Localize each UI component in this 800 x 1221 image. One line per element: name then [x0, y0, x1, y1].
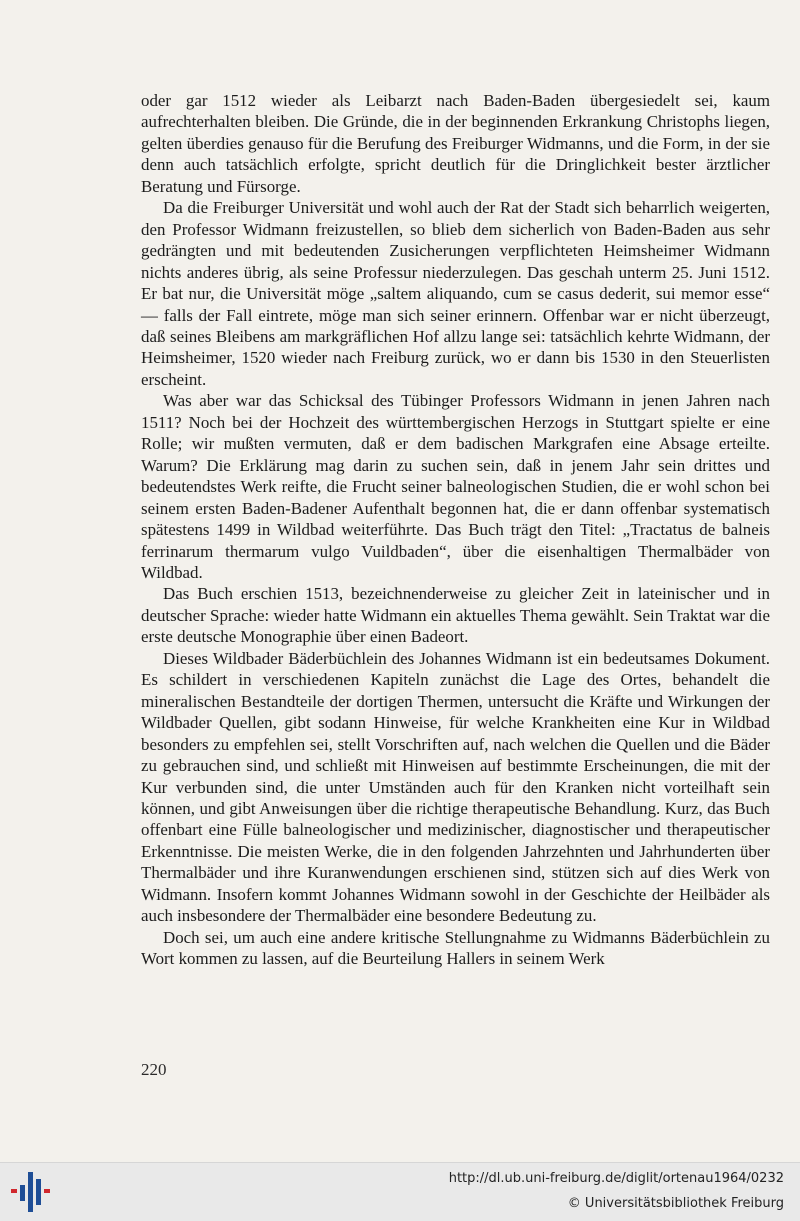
paragraph-3: Was aber war das Schicksal des Tübinger Professors Widmann in jenen Jahren nach 1511? Noch bei der Hochzeit des württembergischen Herzogs in Stuttgart spielte er eine Rolle; wir mußten vermuten, daß er dem badischen Markgrafen eine Absage erteilte. Warum? Die Erklärung mag darin zu suchen sein, daß in jenem Jahr sein drittes und bedeutendstes Werk reifte, die Frucht seiner balneologischen Studien, die er wohl schon bei seinem ersten Baden-Badener Aufenthalt begonnen hat, die er dann offenbar systematisch spätestens 1499 in Wildbad weiterführte. Das Buch trägt den Titel: „Tractatus de balneis ferrinarum thermarum vulgo Vuildbaden“, über die eisenhaltigen Thermalbäder von Wildbad.: [141, 391, 770, 582]
copyright-notice: © Universitätsbibliothek Freiburg: [567, 1196, 784, 1211]
paragraph-1: oder gar 1512 wieder als Leibarzt nach Baden-Baden übergesiedelt sei, kaum aufrechterhalten bleiben. Die Gründe, die in der beginnenden Erkrankung Christophs liegen, gelten überdies genauso für die Berufung des Freiburger Widmanns, und die Form, in der sie denn auch tatsächlich erfolgte, spricht deutlich für die Dringlichkeit bester ärztlicher Beratung und Fürsorge.: [141, 91, 770, 196]
body-text: [141, 90, 770, 970]
paragraph-4: Das Buch erschien 1513, bezeichnenderweise zu gleicher Zeit in lateinischer und in deutscher Sprache: wieder hatte Widmann ein aktuelles Thema gewählt. Sein Traktat war die erste deutsche Monographie über einen Badeort.: [141, 584, 770, 647]
source-url-link[interactable]: http://dl.ub.uni-freiburg.de/diglit/ortenau1964/0232: [448, 1171, 784, 1186]
page-number: 220: [141, 1060, 167, 1079]
paragraph-2: Da die Freiburger Universität und wohl auch der Rat der Stadt sich beharrlich weigerten, den Professor Widmann freizustellen, so blieb dem sicherlich von Baden-Baden aus sehr gedrängten und mit bedeutenden Zusicherungen verpflichteten Heimsheimer Widmann nichts anderes übrig, als seine Professur niederzulegen. Das geschah unterm 25. Juni 1512. Er bat nur, die Universität möge „saltem aliquando, cum se casus dederit, sui memor esse“ — falls der Fall eintrete, möge man sich seiner erinnern. Offenbar war er nicht überzeugt, daß seines Bleibens am markgräflichen Hof allzu lange sei: tatsächlich kehrte Widmann, der Heimsheimer, 1520 wieder nach Freiburg zurück, wo er dann bis 1530 in den Steuerlisten erscheint.: [141, 198, 770, 389]
paragraph-5: Dieses Wildbader Bäderbüchlein des Johannes Widmann ist ein bedeutsames Dokument. Es schildert in verschiedenen Kapiteln zunächst die Lage des Ortes, behandelt die mineralischen Bestandteile der dortigen Thermen, untersucht die Kräfte und Wirkungen der Wildbader Quellen, gibt sodann Hinweise, für welche Krankheiten eine Kur in Wildbad besonders zu empfehlen sei, stellt Vorschriften auf, nach welchen die Quellen und die Bäder zu gebrauchen sind, und schließt mit Hinweisen auf bestimmte Erscheinungen, die mit der Kur verbunden sind, die unter Umständen auch für den Kranken nicht vorteilhaft sein können, und gibt Anweisungen über die richtige therapeutische Behandlung. Kurz, das Buch offenbart eine Fülle balneologischer und medizinischer, diagnostischer und therapeutischer Erkenntnisse. Die meisten Werke, die in den folgenden Jahrzehnten und Jahrhunderten über Thermalbäder und ihre Kuranwendungen erschienen sind, stützen sich auf dies Werk von Widmann. Insofern kommt Johannes Widmann sowohl in der Geschichte der Heilbäder als auch insbesondere der Thermalbäder eine besondere Bedeutung zu.: [141, 648, 770, 926]
viewer-footer: [0, 1162, 800, 1221]
paragraph-6: Doch sei, um auch eine andere kritische Stellungnahme zu Widmanns Bäderbüchlein zu Wort kommen zu lassen, auf die Beurteilung Hallers in seinem Werk: [141, 927, 770, 969]
ub-freiburg-logo-icon: [8, 1169, 54, 1215]
